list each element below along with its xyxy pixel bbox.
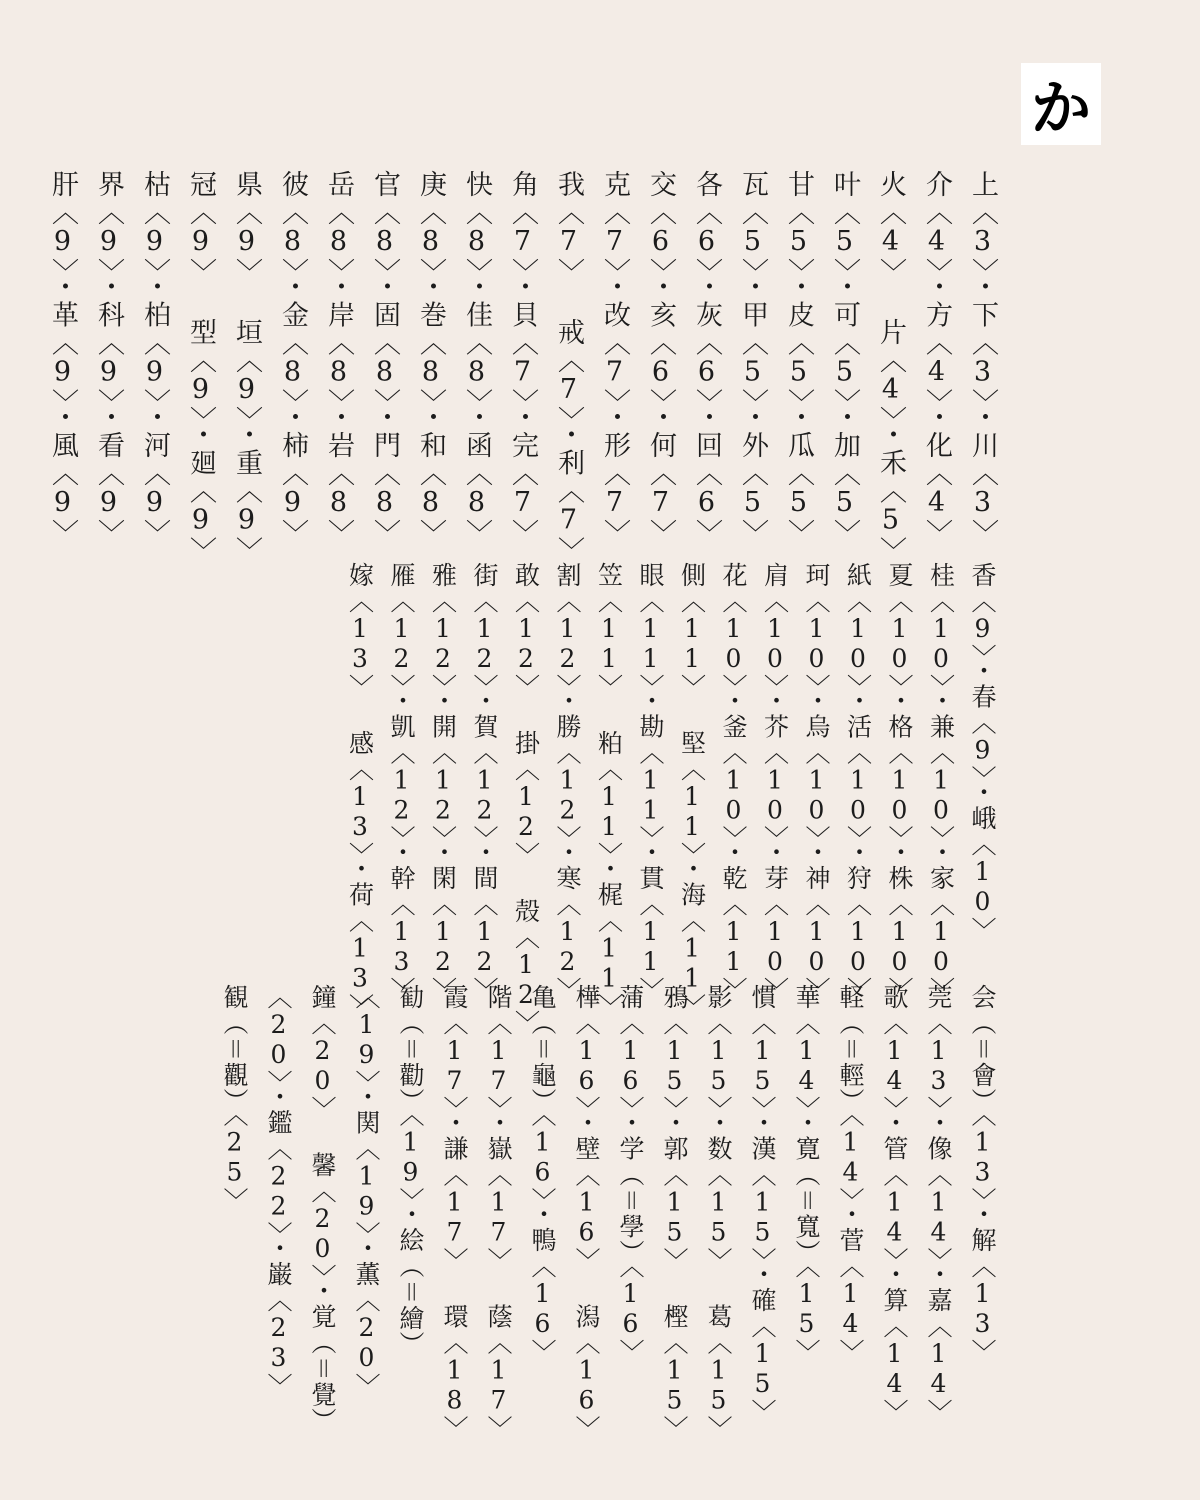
kanji-column: 割〈12〉・勝〈12〉・寒〈12〉 [553, 562, 582, 1003]
kanji-column: 街〈12〉・賀〈12〉・間〈12〉 [470, 562, 499, 1003]
kanji-column: 霞〈17〉・謙〈17〉 環〈18〉 [440, 984, 469, 1442]
kanji-column: 角〈7〉・貝〈7〉・完〈7〉 [507, 170, 538, 547]
kanji-column: 快〈8〉・佳〈8〉・函〈8〉 [461, 170, 492, 547]
kanji-column: 〈19〉・関〈19〉・薫〈20〉 [352, 984, 381, 1399]
kanji-column: 夏〈10〉・格〈10〉・株〈10〉 [885, 562, 914, 1003]
kanji-column: 瓦〈5〉・甲〈5〉・外〈5〉 [737, 170, 768, 547]
kanji-column: 嫁〈13〉 感〈13〉・荷〈13〉 [345, 562, 375, 1020]
kanji-column: 各〈6〉・灰〈6〉・回〈6〉 [691, 170, 722, 547]
kanji-column: 樺〈16〉・壁〈16〉 潟〈16〉 [572, 984, 601, 1442]
kanji-column: 我〈7〉 戒〈7〉・利〈7〉 [553, 170, 584, 565]
kanji-block-2 [341, 562, 1005, 1036]
kanji-column: 香〈9〉・春〈9〉・峨〈10〉 [968, 562, 997, 943]
kanji-column: 観（＝觀）〈25〉 [220, 984, 249, 1214]
kanji-block-1 [39, 170, 1005, 565]
kanji-column: 歌〈14〉・管〈14〉・算〈14〉 [880, 984, 909, 1425]
kanji-column: 官〈8〉・固〈8〉・門〈8〉 [369, 170, 400, 547]
kanji-column: 眼〈11〉・勘〈11〉・貫〈11〉 [636, 562, 665, 1003]
kanji-column: 敢〈12〉 掛〈12〉 殻〈12〉 [511, 562, 541, 1036]
kanji-column: 階〈17〉・嶽〈17〉 蔭〈17〉 [484, 984, 513, 1442]
kanji-column: 庚〈8〉・巻〈8〉・和〈8〉 [415, 170, 446, 547]
kanji-column: 肝〈9〉・革〈9〉・風〈9〉 [47, 170, 78, 547]
kanji-column: 叶〈5〉・可〈5〉・加〈5〉 [829, 170, 860, 547]
kanji-column: 肩〈10〉・芥〈10〉・芽〈10〉 [760, 562, 790, 1003]
kanji-column: 岳〈8〉・岸〈8〉・岩〈8〉 [323, 170, 354, 547]
kanji-column: 冠〈9〉 型〈9〉・廻〈9〉 [185, 170, 216, 565]
kanji-column: 鴉〈15〉・郭〈15〉 樫〈15〉 [660, 984, 689, 1442]
kanji-column: 慣〈15〉・漢〈15〉・確〈15〉 [748, 984, 777, 1425]
kanji-column: 珂〈10〉・烏〈10〉・神〈10〉 [802, 562, 831, 1003]
kanji-column: 雁〈12〉・凱〈12〉・幹〈13〉 [387, 562, 416, 1003]
kanji-column: 克〈7〉・改〈7〉・形〈7〉 [599, 170, 630, 547]
kanji-column: 県〈9〉 垣〈9〉・重〈9〉 [231, 170, 262, 565]
kanji-column: 華〈14〉・寛（＝寬）〈15〉 [792, 984, 821, 1365]
kanji-column: 影〈15〉・数〈15〉 葛〈15〉 [704, 984, 733, 1442]
kanji-column: 会（＝會）〈13〉・解〈13〉 [968, 984, 997, 1365]
kanji-column: 上〈3〉・下〈3〉・川〈3〉 [967, 170, 998, 547]
kanji-column: 亀（＝龜）〈16〉・鴨〈16〉 [528, 984, 557, 1365]
kanji-column: 〈20〉・鑑〈22〉・巌〈23〉 [264, 984, 293, 1399]
kanji-column: 介〈4〉・方〈4〉・化〈4〉 [921, 170, 952, 547]
kana-index-tab: か [1021, 63, 1101, 145]
kanji-column: 桂〈10〉・兼〈10〉・家〈10〉 [926, 562, 956, 1003]
kanji-block-3 [213, 984, 1005, 1442]
kanji-column: 側〈11〉 堅〈11〉・海〈11〉 [677, 562, 707, 1020]
kanji-column: 笠〈11〉 粕〈11〉・梶〈11〉 [594, 562, 624, 1020]
kanji-column: 界〈9〉・科〈9〉・看〈9〉 [93, 170, 124, 547]
kanji-column: 甘〈5〉・皮〈5〉・瓜〈5〉 [783, 170, 814, 547]
kanji-column: 雅〈12〉・開〈12〉・閑〈12〉 [428, 562, 458, 1003]
kanji-column: 勧（＝勸）〈19〉・絵（＝繪） [396, 984, 425, 1357]
kanji-column: 莞〈13〉・像〈14〉・嘉〈14〉 [924, 984, 953, 1425]
kanji-column: 軽（＝輕）〈14〉・菅〈14〉 [836, 984, 865, 1365]
kanji-column: 花〈10〉・釜〈10〉・乾〈11〉 [719, 562, 748, 1003]
kanji-column: 紙〈10〉・活〈10〉・狩〈10〉 [843, 562, 873, 1003]
kanji-column: 交〈6〉・亥〈6〉・何〈7〉 [645, 170, 676, 547]
kanji-column: 彼〈8〉・金〈8〉・柿〈9〉 [277, 170, 308, 547]
kanji-column: 蒲〈16〉・学（＝學）〈16〉 [616, 984, 645, 1365]
kanji-column: 枯〈9〉・柏〈9〉・河〈9〉 [139, 170, 170, 547]
kanji-column: 鐘〈20〉 馨〈20〉・覚（＝覺） [308, 984, 337, 1434]
kanji-column: 火〈4〉 片〈4〉・禾〈5〉 [875, 170, 906, 565]
